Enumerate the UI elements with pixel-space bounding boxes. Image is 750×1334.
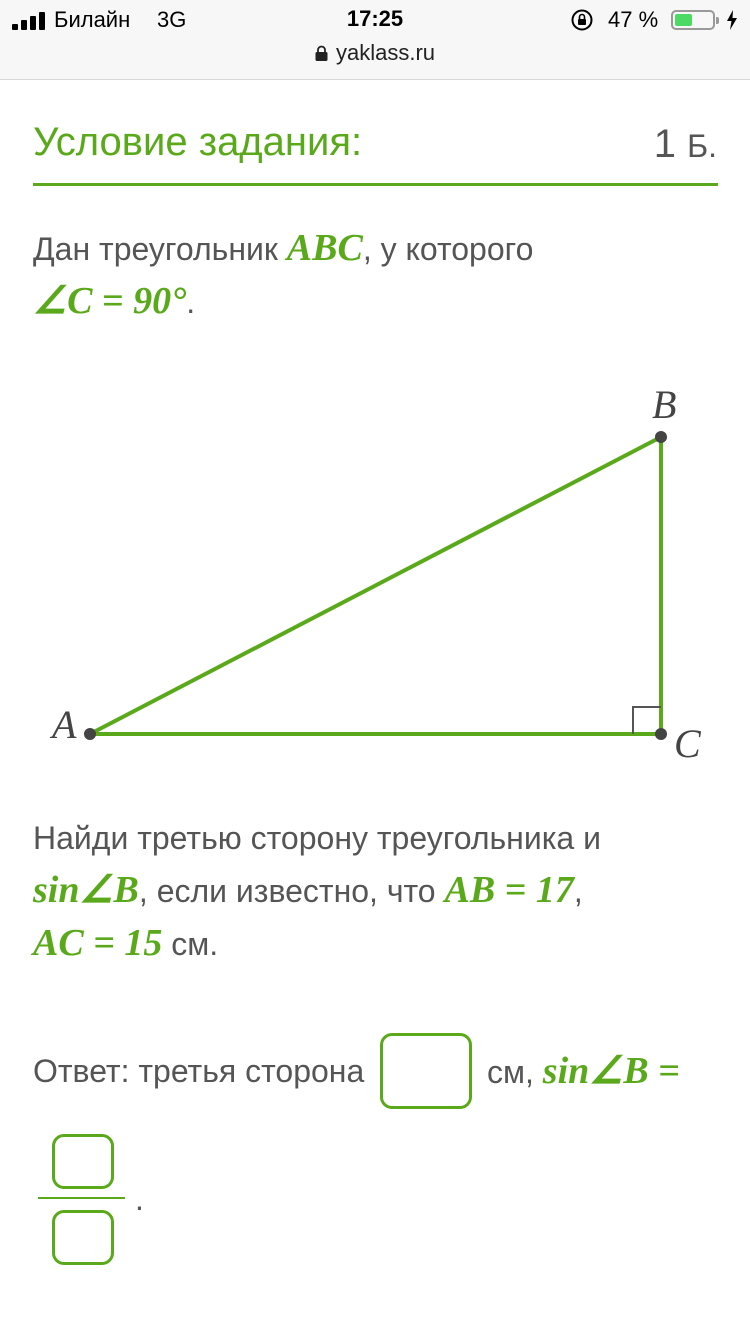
vertex-a-label: A — [52, 702, 77, 747]
given-statement — [33, 222, 533, 328]
triangle-figure — [0, 370, 750, 790]
status-bar — [0, 0, 750, 40]
question-line1: Найди третью сторону треугольника и — [33, 820, 601, 856]
battery-percent: 47 % — [608, 7, 659, 32]
triangle-name: ABC — [286, 227, 363, 269]
side-ab — [90, 437, 661, 734]
ab-value: AB = 17 — [444, 869, 574, 911]
vertex-b-point — [655, 431, 667, 443]
answer-label: Ответ: третья сторона — [33, 1053, 365, 1089]
given-suffix: , у которого — [362, 231, 534, 267]
address-bar[interactable] — [0, 40, 750, 70]
points-value: 1 — [653, 122, 676, 166]
denominator-input[interactable] — [52, 1210, 114, 1265]
side-answer-input[interactable] — [380, 1033, 472, 1109]
numerator-input[interactable] — [52, 1134, 114, 1189]
rotation-lock-icon — [570, 8, 594, 32]
given-prefix: Дан треугольник — [33, 231, 278, 267]
vertex-b-label: B — [652, 382, 677, 427]
vertex-c-label: C — [674, 721, 701, 766]
points-unit: Б. — [687, 128, 717, 164]
question-comma: , — [573, 873, 583, 909]
answer-unit-text: см, — [487, 1054, 534, 1090]
battery-icon — [671, 10, 715, 30]
task-title: Условие задания: — [33, 120, 363, 164]
padlock-icon — [315, 45, 328, 61]
vertex-c-point — [655, 728, 667, 740]
right-angle-condition: ∠C = 90° — [33, 280, 187, 322]
question-unit: см. — [171, 926, 219, 962]
network-type: 3G — [157, 7, 187, 32]
question-line2: , если известно, что — [138, 873, 436, 909]
answer-sin-expression: sin∠B = — [542, 1050, 680, 1092]
given-end: . — [186, 284, 196, 320]
answer-end: . — [135, 1181, 144, 1217]
title-divider — [33, 183, 718, 186]
fraction-line — [38, 1197, 125, 1199]
clock: 17:25 — [346, 6, 404, 31]
vertex-a-point — [84, 728, 96, 740]
url-text: yaklass.ru — [335, 40, 436, 65]
answer-unit — [487, 1045, 680, 1098]
charging-icon — [726, 10, 738, 30]
question-text — [33, 812, 601, 970]
browser-top-bar — [0, 0, 750, 80]
points-badge — [654, 122, 717, 167]
sin-b-expression: sin∠B — [33, 869, 139, 911]
ac-value: AC = 15 — [33, 922, 163, 964]
carrier-name: Билайн — [54, 7, 131, 32]
